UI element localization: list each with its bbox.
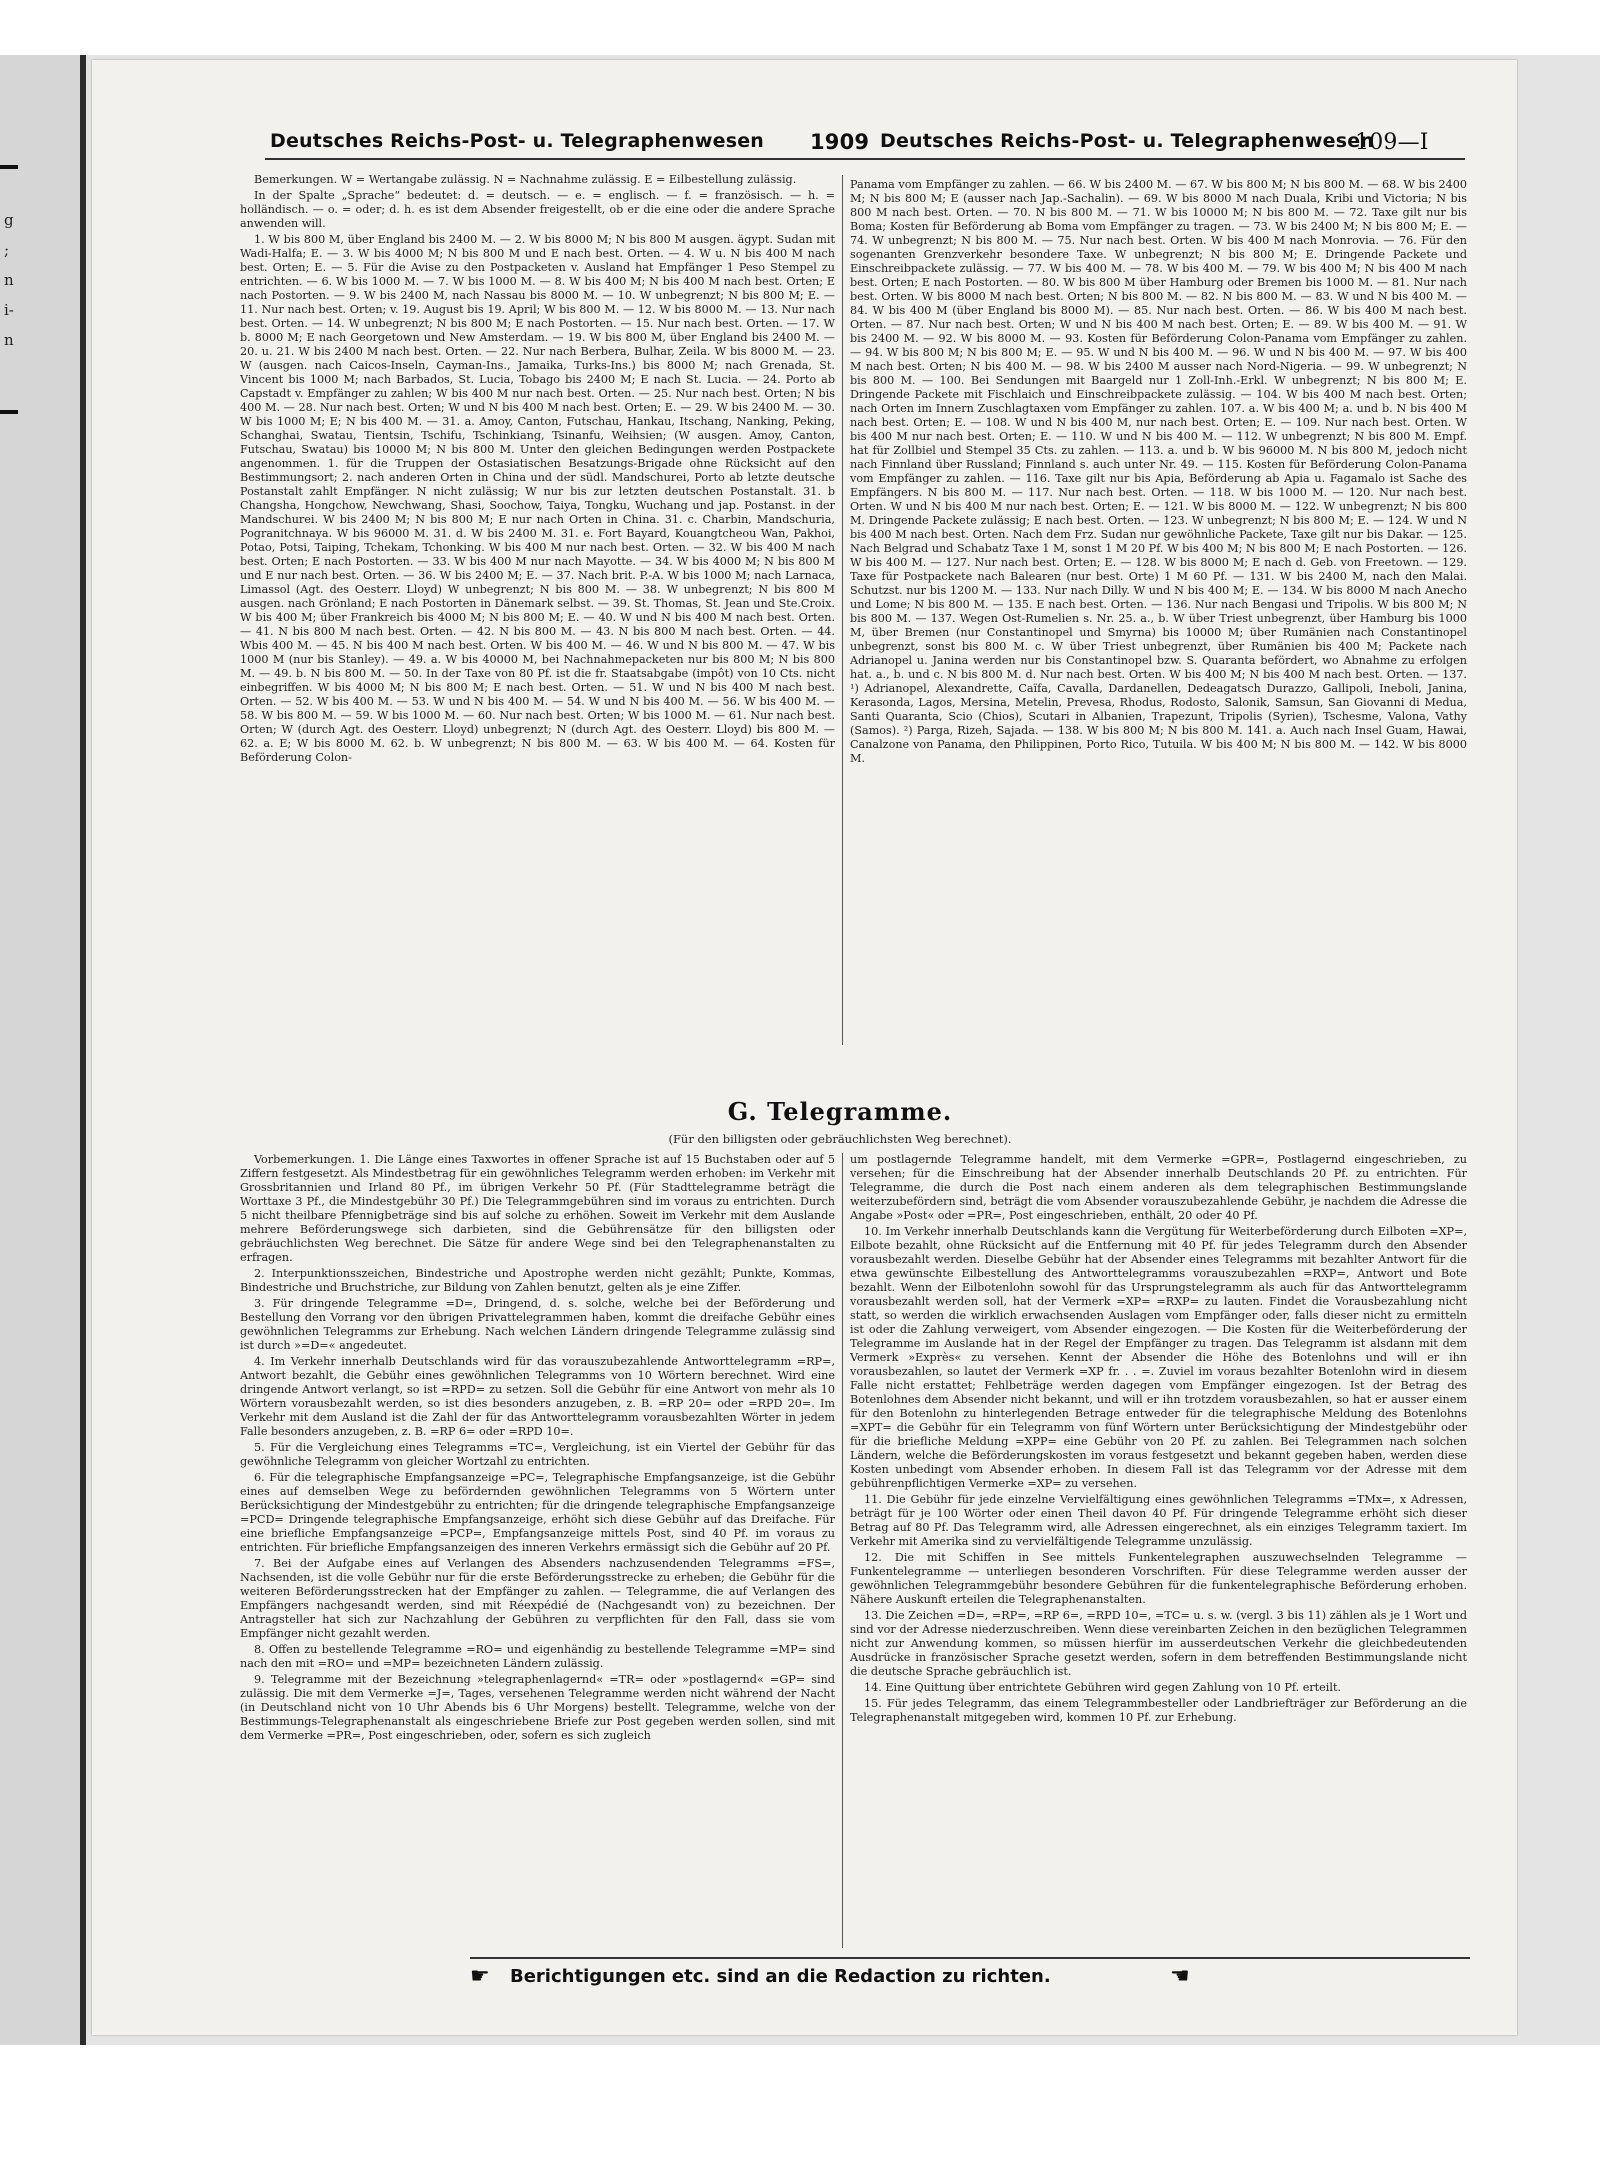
footer-rule: [470, 1957, 1470, 1959]
remarks-column-right: [850, 178, 1467, 1043]
fragment-letter: ;: [4, 241, 10, 259]
running-head: [160, 130, 1429, 160]
fragment-mark: [0, 410, 18, 414]
rule-paragraph: 2. Interpunktionsszeichen, Bindestriche und Apostrophe werden nicht gezählt; Punkte, Kommas, Bindestriche und Bruchstriche, zur Bildung von Zahlen benutzt, gelten als je eine Ziffer.: [240, 1267, 835, 1294]
rule-paragraph: 7. Bei der Aufgabe eines auf Verlangen des Absenders nachzusendenden Telegramms =FS=, Nachsenden, ist die volle Gebühr nur für die erste Beförderungsstrecke zu erheben; die Gebühr für die weiteren Beförderungsstrecken hat der Empfänger zu zahlen. — Telegramme, die auf Verlangen des Empfängers nachgesandt werden, sind mit Réexpédié de (Nachgesandt von) zu bezeichnen. Der Antragsteller hat sich zur Nachzahlung der Gebühren zu verpflichten für den Fall, dass sie vom Empfänger nicht gezahlt werden.: [240, 1557, 835, 1640]
fragment-letter: i-: [4, 301, 14, 319]
telegram-rules-left: [240, 1153, 835, 1948]
rule-paragraph: 15. Für jedes Telegramm, das einem Telegrammbesteller oder Landbriefträger zur Beförderung an die Telegraphenanstalt mitgegeben wird, kommen 10 Pf. zur Erhebung.: [850, 1697, 1467, 1724]
fragment-mark: [0, 165, 18, 169]
rule-paragraph: um postlagernde Telegramme handelt, mit dem Vermerke =GPR=, Postlagernd eingeschrieben, zu versehen; für die Einschreibung hat der Absender innerhalb Deutschlands 20 Pf. zu entrichten. Für Telegramme, die durch die Post nach einem anderen als dem telegraphischen Bestimmungslande weiterzubefördern sind, beträgt die vom Absender vorauszubezahlende Gebühr, je nachdem die Adresse die Angabe »Post« oder =PR=, Post eingeschrieben, enthält, 20 oder 40 Pf.: [850, 1153, 1467, 1222]
remarks-column-left: [240, 173, 835, 1053]
pointing-hand-left-icon: ☚: [1170, 1964, 1190, 1989]
running-head-left: Deutsches Reichs-Post- u. Telegraphenwesen: [270, 130, 765, 152]
remarks-legend: Bemerkungen. W = Wertangabe zulässig. N = Nachnahme zulässig. E = Eilbestellung zulässig.: [254, 173, 797, 186]
column-divider: [842, 1153, 843, 1948]
running-head-right: Deutsches Reichs-Post- u. Telegraphenwesen: [880, 130, 1375, 152]
rule-paragraph: 10. Im Verkehr innerhalb Deutschlands kann die Vergütung für Weiterbeförderung durch Eilboten =XP=, Eilbote bezahlt, ohne Rücksicht auf die Entfernung mit 40 Pf. für jedes Telegramm durch den Absender vorausbezahlt werden. Dieselbe Gebühr hat der Absender eines Telegramms mit bezahlter Antwort für die etwa gewünschte Eilbestellung des Antworttelegramms vorauszubezahlen =RXP=, Antwort und Bote bezahlt. Wenn der Eilbotenlohn sowohl für das Ursprungstelegramm als auch für das Antworttelegramm vorausbezahlt werden soll, hat der Vermerk =XP= =RXP= zu lauten. Findet die Vorausbezahlung nicht statt, so werden die wirklich erwachsenden Auslagen vom Empfänger oder, falls dieser nicht zu ermitteln ist oder die Zahlung verweigert, vom Absender eingezogen. — Die Kosten für die Weiterbeförderung der Telegramme im Auslande hat in der Regel der Empfänger zu tragen. Das Telegramm ist alsdann mit dem Vermerk »Exprès« zu versehen. Kennt der Absender die Höhe des Botenlohns und will er ihn vorausbezahlen, so lautet der Vermerk =XP fr. . . =. Zuviel im voraus bezahlter Botenlohn wird in diesem Falle nicht erstattet; Fehlbeträge werden dagegen vom Empfänger eingezogen. Ist der Betrag des Botenlohnes dem Absender nicht bekannt, und will er ihn trotzdem vorausbezahlen, so hat er ausser einem für den Botenlohn zu hinterlegenden Betrage entweder für die telegraphische Meldung des Botenlohns =XPT= die Gebühr für ein Telegramm von fünf Wörtern unter Berücksichtigung der Mindestgebühr oder für die briefliche Meldung =XPP= eine Gebühr von 20 Pf. zu zahlen. Bei Telegrammen nach solchen Ländern, welche die Beförderungskosten im voraus festgesetzt und bekannt gegeben haben, werden diese Kosten unbedingt vom Absender erhoben. In diesem Fall ist das Telegramm vor der Adresse mit dem gebührenpflichtigen Vermerke =XP= zu versehen.: [850, 1225, 1467, 1490]
rule-paragraph: 3. Für dringende Telegramme =D=, Dringend, d. s. solche, welche bei der Beförderung und Bestellung den Vorrang vor den übrigen Privattelegrammen haben, kommt die dreifache Gebühr eines gewöhnlichen Telegramms zur Erhebung. Nach welchen Ländern dringende Telegramme zulässig sind ist durch »=D=« angedeutet.: [240, 1297, 835, 1352]
fragment-letter: g: [4, 211, 14, 229]
rule-paragraph: 13. Die Zeichen =D=, =RP=, =RP 6=, =RPD 10=, =TC= u. s. w. (vergl. 3 bis 11) zählen als je 1 Wort und sind vor der Adresse niederzuschreiben. Wenn diese vereinbarten Zeichen in den bezüglichen Telegrammen nicht zur Anwendung kommen, so müssen hierfür im ausserdeutschen Verkehr die gleichbedeutenden Ausdrücke in französischer Sprache gesetzt werden, sofern in dem betreffenden Bestimmungslande nicht die deutsche Sprache gebräuchlich ist.: [850, 1609, 1467, 1678]
rule-paragraph: 8. Offen zu bestellende Telegramme =RO= und eigenhändig zu bestellende Telegramme =MP= sind nach den mit =RO= und =MP= bezeichneten Ländern zulässig.: [240, 1643, 835, 1670]
rule-paragraph: 5. Für die Vergleichung eines Telegramms =TC=, Vergleichung, ist ein Viertel der Gebühr für das gewöhnliche Telegramm von gleicher Wortzahl zu entrichten.: [240, 1441, 835, 1468]
page-number: 109—I: [1355, 130, 1429, 155]
previous-page-fragment: [0, 55, 86, 2045]
rule-paragraph: 9. Telegramme mit der Bezeichnung »telegraphenlagernd« =TR= oder »postlagernd« =GP= sind zulässig. Die mit dem Vermerke =J=, Tages, versehenen Telegramme werden nicht während der Nacht (in Deutschland nicht von 10 Uhr Abends bis 6 Uhr Morgens) bestellt. Telegramme, welche von der Bestimmungs-Telegraphenanstalt als eingeschriebene Briefe zur Post gegeben werden sollen, sind mit dem Vermerke =PR=, Post eingeschrieben, oder, sofern es sich zugleich: [240, 1673, 835, 1742]
column-divider: [842, 175, 843, 1045]
rule-paragraph: 11. Die Gebühr für jede einzelne Vervielfältigung eines gewöhnlichen Telegramms =TMx=, x Adressen, beträgt für je 100 Wörter oder einen Theil davon 40 Pf. Für dringende Telegramme erhöht sich dieser Betrag auf 80 Pf. Das Telegramm wird, alle Adressen eingerechnet, als ein einziges Telegramm taxiert. Im Verkehr mit Amerika sind zu vervielfältigende Telegramme unzulässig.: [850, 1493, 1467, 1548]
remarks-footnotes-left: 1. W bis 800 M, über England bis 2400 M. — 2. W bis 8000 M; N bis 800 M ausgen. ägypt. Sudan mit Wadi-Halfa; E. — 3. W bis 4000 M; N bis 800 M und E nach best. Orten. — 4. W u. N bis 400 M nach best. Orten; E. — 5. Für die Avise zu den Postpacketen v. Ausland hat Empfänger 1 Peso Stempel zu entrichten. — 6. W bis 1000 M. — 7. W bis 1000 M. — 8. W bis 400 M; N bis 400 M nach best. Orten; E nach Postorten. — 9. W bis 2400 M, nach Nassau bis 8000 M. — 10. W unbegrenzt; N bis 800 M; E. — 11. Nur nach best. Orten; v. 19. August bis 19. April; W bis 800 M. — 12. W bis 8000 M. — 13. Nur nach best. Orten. — 14. W unbegrenzt; N bis 800 M; E nach Postorten. — 15. Nur nach best. Orten. — 17. W b. 8000 M; E nach Georgetown und New Amsterdam. — 19. W bis 800 M, über England bis 2400 M. — 20. u. 21. W bis 2400 M nach best. Orten. — 22. Nur nach Berbera, Bulhar, Zeila. W bis 8000 M. — 23. W (ausgen. nach Caicos-Inseln, Cayman-Ins., Jamaika, Turks-Ins.) bis 8000 M; nach Grenada, St. Vincent bis 1000 M; nach Barbados, St. Lucia, Tobago bis 2400 M; E nach St. Lucia. — 24. Porto ab Capstadt v. Empfänger zu zahlen; W bis 400 M nur nach best. Orten. — 25. Nur nach best. Orten; N bis 400 M. — 28. Nur nach best. Orten; W und N bis 400 M nach best. Orten; E. — 29. W bis 2400 M. — 30. W bis 1000 M; E; N bis 400 M. — 31. a. Amoy, Canton, Futschau, Hankau, Itschang, Nanking, Peking, Schanghai, Swatau, Tientsin, Tschifu, Tschinkiang, Tsinanfu, Weihsien; (W ausgen. Amoy, Canton, Futschau, Swatau) bis 10000 M; N bis 800 M. Unter den gleichen Bedingungen werden Postpackete angenommen. 1. für die Truppen der Ostasiatischen Besatzungs-Brigade ohne Rücksicht auf den Bestimmungsort; 2. nach anderen Orten in China und der südl. Mandschurei, Porto ab letzte deutsche Postanstalt zahlt Empfänger. N nicht zulässig; W nur bis zur letzten deutschen Postanstalt. 31. b Changsha, Hongchow, Newchwang, Shasi, Soochow, Taiya, Tongku, Wuchang und jap. Postanst. in der Mandschurei. W bis 2400 M; N bis 800 M; E nur nach Orten in China. 31. c. Charbin, Mandschuria, Pogranitchnaya. W bis 96000 M. 31. d. W bis 2400 M. 31. e. Fort Bayard, Kouangtcheou Wan, Pakhoi, Potao, Potsi, Taiping, Tchekam, Tchonking. W bis 400 M nur nach best. Orten. — 32. W bis 400 M nach best. Orten; E nach Postorten. — 33. W bis 400 M nur nach Mayotte. — 34. W bis 4000 M; N bis 800 M und E nur nach best. Orten. — 36. W bis 2400 M; E. — 37. Nach brit. P.-A. W bis 1000 M; nach Larnaca, Limassol (Agt. des Oesterr. Lloyd) W unbegrenzt; N bis 800 M. — 38. W unbegrenzt; N bis 800 M ausgen. nach Grönland; E nach Postorten in Dänemark selbst. — 39. St. Thomas, St. Jean und Ste.Croix. W bis 400 M; über Frankreich bis 4000 M; N bis 800 M; E. — 40. W und N bis 400 M nach best. Orten. — 41. N bis 800 M nach best. Orten. — 42. N bis 800 M. — 43. N bis 800 M nach best. Orten. — 44. Wbis 400 M. — 45. N bis 400 M nach best. Orten. W bis 400 M. — 46. W und N bis 800 M. — 47. W bis 1000 M (nur bis Stanley). — 49. a. W bis 40000 M, bei Nachnahmepacketen nur bis 800 M; N bis 800 M. — 49. b. N bis 800 M. — 50. In der Taxe von 80 Pf. ist die fr. Staatsabgabe (impôt) von 10 Cts. nicht einbegriffen. W bis 4000 M; N bis 800 M; E nach best. Orten. — 51. W und N bis 400 M nach best. Orten. — 52. W bis 400 M. — 53. W und N bis 400 M. — 54. W und N bis 400 M. — 56. W bis 400 M. — 58. W bis 800 M. — 59. W bis 1000 M. — 60. Nur nach best. Orten; W bis 1000 M. — 61. Nur nach best. Orten; W (durch Agt. des Oesterr. Lloyd) unbegrenzt; N (durch Agt. des Oesterr. Lloyd) bis 800 M. — 62. a. E; W bis 8000 M. 62. b. W unbegrenzt; N bis 800 M. — 63. W bis 400 M. — 64. Kosten für Beförderung Colon-: [240, 233, 835, 764]
rule-paragraph: 14. Eine Quittung über entrichtete Gebühren wird gegen Zahlung von 10 Pf. erteilt.: [864, 1681, 1341, 1694]
section-title: G. Telegramme.: [727, 1097, 953, 1126]
footer-notice: [470, 1962, 1230, 2002]
rule-paragraph: 6. Für die telegraphische Empfangsanzeige =PC=, Telegraphische Empfangsanzeige, ist die Gebühr eines auf demselben Wege zu befördernden gewöhnlichen Telegramms von 5 Wörtern unter Berücksichtigung der Mindestgebühr zu entrichten; für die dringende telegraphische Empfangsanzeige =PCD= Dringende telegraphische Empfangsanzeige, erhöht sich diese Gebühr auf das Dreifache. Für eine briefliche Empfangsanzeige =PCP=, Empfangsanzeige mittels Post, sind 40 Pf. im voraus zu entrichten. Für briefliche Empfangsanzeigen des inneren Verkehrs ermässigt sich die Gebühr auf 20 Pf.: [240, 1471, 835, 1554]
rule-paragraph: Vorbemerkungen. 1. Die Länge eines Taxwortes in offener Sprache ist auf 15 Buchstaben oder auf 5 Ziffern festgesetzt. Als Mindestbetrag für ein gewöhnliches Telegramm werden erhoben: im Verkehr mit Grossbritannien und Irland 80 Pf., im übrigen Verkehr 50 Pf. (Für Stadttelegramme beträgt die Worttaxe 3 Pf., die Mindestgebühr 30 Pf.) Die Telegrammgebühren sind im voraus zu entrichten. Durch 5 nicht theilbare Pfennigbeträge sind bis auf solche zu erhöhen. Soweit im Verkehr mit dem Auslande mehrere Beförderungswege sich darbieten, sind die Gebührensätze für den billigsten oder gebräuchlichsten Weg berechnet. Die Sätze für andere Wege sind bei den Telegraphenanstalten zu erfragen.: [240, 1153, 835, 1264]
fragment-letter: n: [4, 271, 14, 289]
rule-paragraph: 12. Die mit Schiffen in See mittels Funkentelegraphen auszuwechselnden Telegramme — Funkentelegramme — unterliegen besonderen Vorschriften. Für diese Telegramme werden ausser der gewöhnlichen Telegrammgebühr besondere Gebühren für die funkentelegraphische Beförderung erhoben. Nähere Auskunft erteilen die Telegraphenanstalten.: [850, 1551, 1467, 1606]
remarks-language-note: In der Spalte „Sprache“ bedeutet: d. = deutsch. — e. = englisch. — f. = französisch. — h. = holländisch. — o. = oder; d. h. es ist dem Absender freigestellt, ob er die eine oder die andere Sprache anwenden will.: [240, 189, 835, 230]
pointing-hand-right-icon: ☛: [470, 1964, 490, 1989]
remarks-footnotes-right: Panama vom Empfänger zu zahlen. — 66. W bis 2400 M. — 67. W bis 800 M; N bis 800 M. — 68. W bis 2400 M; N bis 800 M; E (ausser nach Jap.-Sachalin). — 69. W bis 8000 M nach Duala, Kribi und Victoria; N bis 800 M nach best. Orten. — 70. N bis 800 M. — 71. W bis 10000 M; N bis 800 M. — 72. Taxe gilt nur bis Boma; Kosten für Beförderung ab Boma vom Empfänger zu tragen. — 73. W bis 2400 M; N bis 800 M; E. — 74. W unbegrenzt; N bis 800 M. — 75. Nur nach best. Orten. W bis 400 M nach Monrovia. — 76. Für den sogenanten Grenzverkehr besondere Taxe. W unbegrenzt; N bis 800 M; E. Dringende Packete und Einschreibpackete zulässig. — 77. W bis 400 M. — 78. W bis 400 M. — 79. W bis 400 M; N bis 400 M nach best. Orten; E nach Postorten. — 80. W bis 800 M über Hamburg oder Bremen bis 1000 M. — 81. Nur nach best. Orten. W bis 8000 M nach best. Orten; N bis 800 M. — 82. N bis 800 M. — 83. W und N bis 400 M. — 84. W bis 400 M (über England bis 8000 M). — 85. Nur nach best. Orten. — 86. W bis 400 M nach best. Orten. — 87. Nur nach best. Orten; W und N bis 400 M nach best. Orten; E. — 89. W bis 400 M. — 91. W bis 2400 M. — 92. W bis 8000 M. — 93. Kosten für Beförderung Colon-Panama vom Empfänger zu zahlen. — 94. W bis 800 M; N bis 800 M; E. — 95. W und N bis 400 M. — 96. W und N bis 400 M. — 97. W bis 400 M nach best. Orten; N bis 400 M. — 98. W bis 2400 M ausser nach Nord-Nigeria. — 99. W unbegrenzt; N bis 800 M. — 100. Bei Sendungen mit Baargeld nur 1 Zoll-Inh.-Erkl. W unbegrenzt; N bis 800 M; E. Dringende Packete mit Fischlaich und Einschreibpackete zulässig. — 104. W bis 400 M nach best. Orten; nach Orten im Innern Zuschlagtaxen vom Empfänger zu zahlen. 107. a. W bis 400 M; a. und b. N bis 400 M nach best. Orten; E. — 108. W und N bis 400 M, nur nach best. Orten; E. — 109. Nur nach best. Orten. W bis 400 M nur nach best. Orten; E. — 110. W und N bis 400 M. — 112. W unbegrenzt; N bis 800 M. Empf. hat für Zollbiel und Stempel 35 Cts. zu zahlen. — 113. a. und b. W bis 96000 M. N bis 800 M, jedoch nicht nach Finnland über Russland; Finnland s. auch unter Nr. 49. — 115. Kosten für Beförderung Colon-Panama vom Empfänger zu zahlen. — 116. Taxe gilt nur bis Apia, Beförderung ab Apia u. Fagamalo ist Sache des Empfängers. N bis 800 M. — 117. Nur nach best. Orten. — 118. W bis 1000 M. — 120. Nur nach best. Orten. W und N bis 400 M nur nach best. Orten; E. — 121. W bis 8000 M. — 122. W unbegrenzt; N bis 800 M. Dringende Packete zulässig; E nach best. Orten. — 123. W unbegrenzt; N bis 800 M; E. — 124. W und N bis 400 M nach best. Orten. Nach dem Frz. Sudan nur gewöhnliche Packete, Taxe gilt nur bis Dakar. — 125. Nach Belgrad und Schabatz Taxe 1 M, sonst 1 M 20 Pf. W bis 400 M; N bis 800 M; E nach Postorten. — 126. W bis 400 M. — 127. Nur nach best. Orten; E. — 128. W bis 8000 M; E nach d. Geb. von Freetown. — 129. Taxe für Postpackete nach Balearen (nur best. Orte) 1 M 60 Pf. — 131. W bis 2400 M, nach den Malai. Schutzst. nur bis 1200 M. — 133. Nur nach Dilly. W und N bis 400 M; E. — 134. W bis 8000 M nach Anecho und Lome; N bis 800 M. — 135. E nach best. Orten. — 136. Nur nach Bengasi und Tripolis. W bis 800 M; N bis 800 M. — 137. Wegen Ost-Rumelien s. Nr. 25. a., b. W über Triest unbegrenzt, über Hamburg bis 1000 M, über Bremen (nur Constantinopel und Smyrna) bis 10000 M; über Rumänien nach Constantinopel unbegrenzt, sonst bis 800 M. c. W über Triest unbegrenzt, über Rumänien bis 400 M; Packete nach Adrianopel u. Janina werden nur bis Constantinopel bzw. S. Quaranta befördert, wo Abnahme zu erfolgen hat. a., b. und c. N bis 800 M. d. Nur nach best. Orten. W bis 400 M; N bis 400 M nach best. Orten. — 137. ¹) Adrianopel, Alexandrette, Caïfa, Cavalla, Dardanellen, Dedeagatsch Durazzo, Gallipoli, Ineboli, Janina, Kerasonda, Lagos, Mersina, Metelin, Prevesa, Rhodus, Rodosto, Salonik, Samsun, San Giovanni di Medua, Santi Quaranta, Scio (Chios), Scutari in Albanien, Trapezunt, Tripolis (Syrien), Tschesme, Valona, Vathy (Samos). ²) Parga, Rizeh, Sajada. — 138. W bis 800 M; N bis 800 M. 141. a. Auch nach Insel Guam, Hawai, Canalzone von Panama, den Philippinen, Porto Rico, Tutuila. W bis 400 M; N bis 800 M. — 142. W bis 8000 M.: [850, 178, 1467, 765]
fragment-letter: n: [4, 331, 14, 349]
section-subtitle: (Für den billigsten oder gebräuchlichsten Weg berechnet).: [668, 1132, 1012, 1146]
footer-text: Berichtigungen etc. sind an die Redaction zu richten.: [510, 1966, 1051, 1987]
header-rule: [265, 158, 1465, 160]
rule-paragraph: 4. Im Verkehr innerhalb Deutschlands wird für das vorauszubezahlende Antworttelegramm =RP=, Antwort bezahlt, die Gebühr eines gewöhnlichen Telegramms von 10 Wörtern berechnet. Wird eine dringende Antwort verlangt, so ist =RPD= zu setzen. Soll die Gebühr für eine Antwort von mehr als 10 Wörtern vorausbezahlt werden, so ist dies besonders anzugeben, z. B. =RP 20= oder =RPD 20=. Im Verkehr mit dem Ausland ist die Zahl der für das Antworttelegramm vorausbezahlten Wörter in jedem Falle besonders anzugeben, z. B. =RP 6= oder =RPD 10=.: [240, 1355, 835, 1438]
telegram-rules-right: [850, 1153, 1467, 1948]
running-head-year: 1909: [810, 130, 870, 154]
